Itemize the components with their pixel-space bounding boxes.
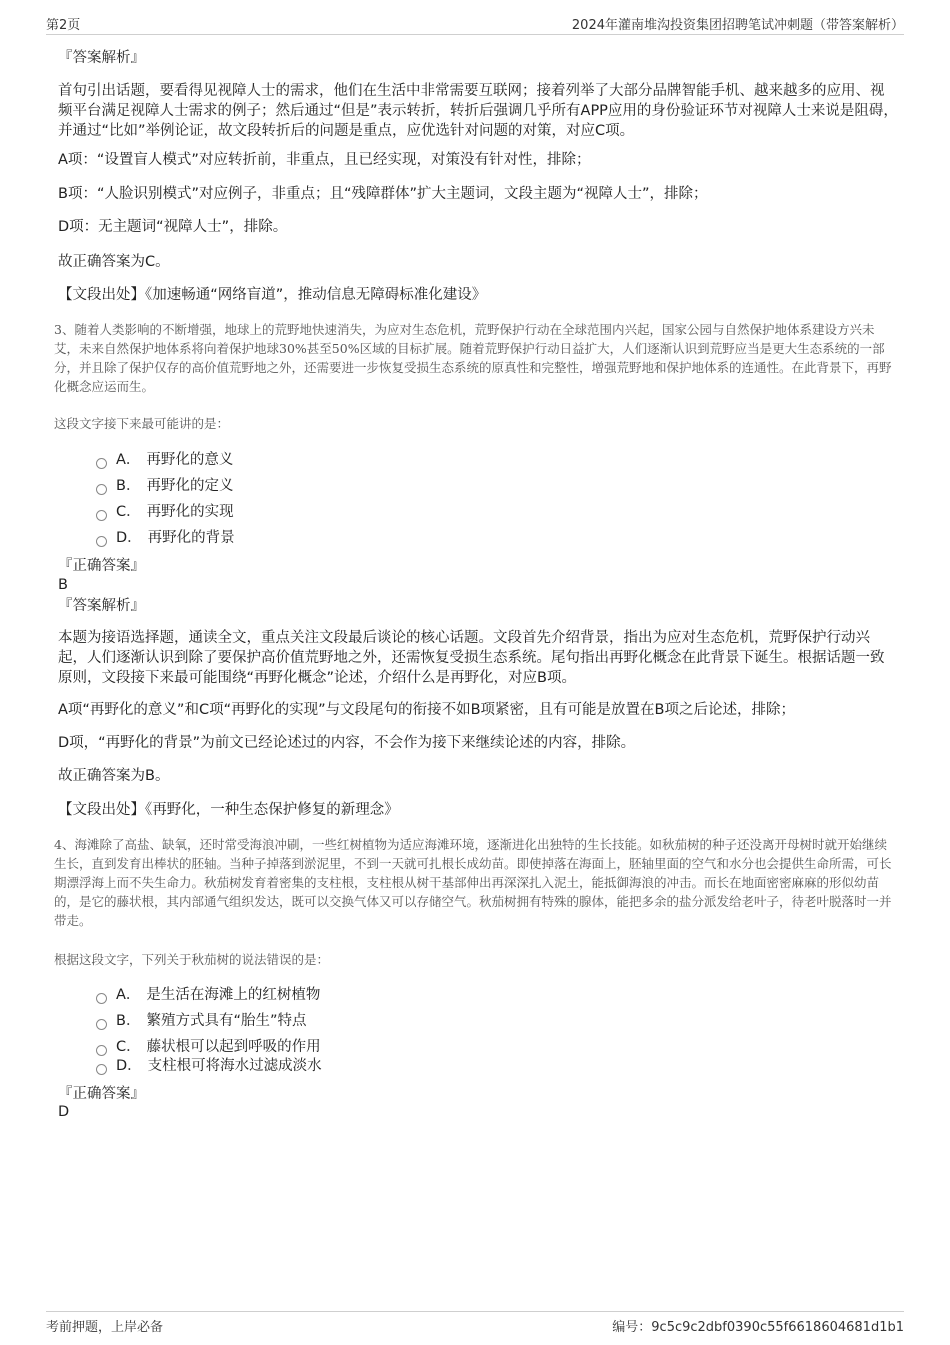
q3-option-b[interactable] (96, 476, 233, 496)
radio-icon[interactable] (96, 993, 107, 1004)
q4-answer-label: 『正确答案』 (58, 1086, 145, 1102)
option-text: 繁殖方式具有“胎生”特点 (146, 1013, 307, 1029)
q4-option-c[interactable] (96, 1037, 321, 1057)
option-text: 再野化的背景 (147, 530, 235, 546)
radio-icon[interactable] (96, 510, 107, 521)
q4-answer: D (58, 1104, 70, 1120)
q3-stem: 3、随着人类影响的不断增强，地球上的荒野地快速消失，为应对生态危机，荒野保护行动在全球范围内兴起，国家公园与自然保护地体系建设方兴未艾，未来自然保护地体系将向着保护地球30%甚至50%区域的目标扩展。随着荒野保护行动日益扩大，人们逐渐认识到荒野应当是更大生态系统的一部分，并且除了保护仅存的高价值荒野地之外，还需要进一步恢复受损生态系统的原真性和完整性，增强荒野地和保护地体系的连通性。在此背景下，再野化概念应运而生。 (54, 322, 892, 394)
q4-question: 根据这段文字，下列关于秋茄树的说法错误的是： (54, 952, 330, 967)
footer-slogan: 考前押题，上岸必备 (46, 1320, 164, 1335)
option-letter: B． (116, 478, 141, 494)
option-text: 支柱根可将海水过滤成淡水 (147, 1058, 322, 1074)
option-letter: A． (116, 452, 141, 468)
radio-icon[interactable] (96, 458, 107, 469)
q3-source: 【文段出处】《再野化，一种生态保护修复的新理念》 (58, 802, 399, 818)
q2-analysis-paragraph: 首句引出话题，要看得见视障人士的需求，他们在生活中非常需要互联网；接着列举了大部分品牌智能手机、越来越多的应用、视频平台满足视障人士需求的例子；然后通过“但是”表示转折，转折后强调几乎所有APP应用的身份验证环节对视障人士来说是阻碍，并通过“比如”举例论证，故文段转折后的问题是重点，应优选针对问题的对策，对应C项。 (58, 83, 898, 139)
option-letter: A． (116, 987, 141, 1003)
page-number: 第2页 (46, 18, 81, 33)
q2-analysis-option-b: B项：“人脸识别模式”对应例子，非重点；且“残障群体”扩大主题词，文段主题为“视障人士”，排除； (58, 186, 708, 202)
q2-source: 【文段出处】《加速畅通“网络盲道”，推动信息无障碍标准化建设》 (58, 287, 487, 303)
q3-analysis-paragraph: 本题为接语选择题，通读全文，重点关注文段最后谈论的核心话题。文段首先介绍背景，指出为应对生态危机，荒野保护行动兴起，人们逐渐认识到除了要保护高价值荒野地之外，还需恢复受损生态系统。尾句指出再野化概念在此背景下诞生。根据话题一致原则，文段接下来最可能围绕“再野化概念”论述，介绍什么是再野化，对应B项。 (58, 630, 885, 686)
page-footer (46, 1311, 904, 1336)
q4-option-b[interactable] (96, 1011, 306, 1031)
q3-option-a[interactable] (96, 450, 233, 470)
option-letter: C． (116, 504, 141, 520)
q2-analysis-option-a: A项：“设置盲人模式”对应转折前，非重点，且已经实现，对策没有针对性，排除； (58, 152, 591, 168)
radio-icon[interactable] (96, 1019, 107, 1030)
q3-conclusion: 故正确答案为B。 (58, 768, 170, 784)
option-text: 再野化的意义 (146, 452, 234, 468)
q3-option-c[interactable] (96, 502, 234, 522)
q4-stem: 4、海滩除了高盐、缺氧，还时常受海浪冲刷，一些红树植物为适应海滩环境，逐渐进化出独特的生长技能。如秋茄树的种子还没离开母树时就开始继续生长，直到发育出棒状的胚轴。当种子掉落到淤泥里，不到一天就可扎根长成幼苗。即使掉落在海面上，胚轴里面的空气和水分也会提供生命所需，可长期漂浮海上而不失生命力。秋茄树发育着密集的支柱根，支柱根从树干基部伸出再深深扎入泥土，能抵御海浪的冲击。而长在地面密密麻麻的形似幼苗的，是它的藤状根，其内部通气组织发达，既可以交换气体又可以存储空气。秋茄树拥有特殊的腺体，能把多余的盐分派发给老叶子，待老叶脱落时一并带走。 (54, 837, 892, 928)
option-text: 再野化的定义 (146, 478, 234, 494)
radio-icon[interactable] (96, 1045, 107, 1056)
option-letter: C． (116, 1039, 141, 1055)
radio-icon[interactable] (96, 1064, 107, 1075)
q4-option-a[interactable] (96, 985, 320, 1005)
q3-answer-label: 『正确答案』 (58, 558, 145, 574)
q3-question: 这段文字接下来最可能讲的是： (54, 416, 230, 431)
option-letter: D． (116, 1058, 142, 1074)
q3-analysis-option-d: D项，“再野化的背景”为前文已经论述过的内容，不会作为接下来继续论述的内容，排除。 (58, 735, 636, 751)
option-text: 藤状根可以起到呼吸的作用 (146, 1039, 321, 1055)
document-code: 编号：9c5c9c2dbf0390c55f6618604681d1b1 (612, 1320, 904, 1335)
option-letter: B． (116, 1013, 141, 1029)
option-text: 再野化的实现 (146, 504, 234, 520)
q4-option-d[interactable] (96, 1056, 322, 1076)
q3-option-d[interactable] (96, 528, 235, 548)
page-header (46, 12, 904, 35)
q2-conclusion: 故正确答案为C。 (58, 254, 170, 270)
q3-analysis-label: 『答案解析』 (58, 598, 145, 614)
q3-answer: B (58, 577, 68, 593)
document-title: 2024年灌南堆沟投资集团招聘笔试冲刺题（带答案解析） (571, 18, 904, 33)
q3-analysis-option-ac: A项“再野化的意义”和C项“再野化的实现”与文段尾句的衔接不如B项紧密，且有可能是放置在B项之后论述，排除； (58, 702, 795, 718)
q2-analysis-label: 『答案解析』 (58, 50, 145, 66)
radio-icon[interactable] (96, 536, 107, 547)
radio-icon[interactable] (96, 484, 107, 495)
option-text: 是生活在海滩上的红树植物 (146, 987, 321, 1003)
option-letter: D． (116, 530, 142, 546)
q2-analysis-option-d: D项：无主题词“视障人士”，排除。 (58, 219, 288, 235)
